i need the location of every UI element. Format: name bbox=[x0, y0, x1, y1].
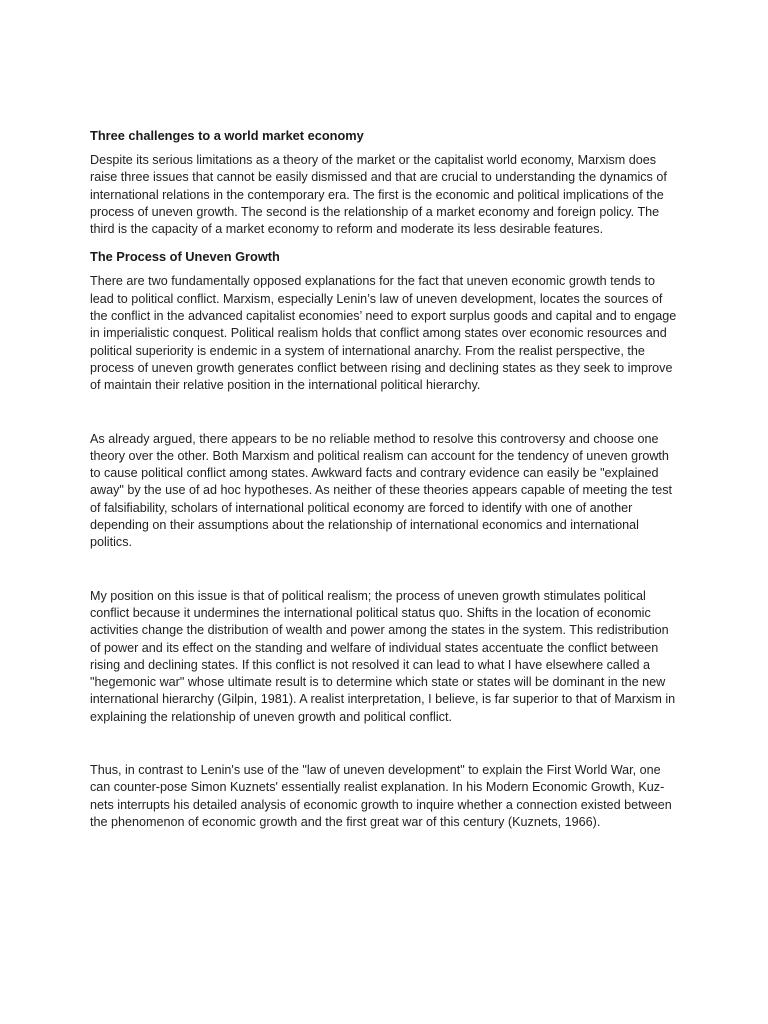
section-heading-uneven-growth: The Process of Uneven Growth bbox=[90, 249, 280, 265]
paragraph-three-challenges-intro: Despite its serious limitations as a theory of the market or the capitalist world economy, Marxism does raise three issues that cannot be easily dismissed and that are crucial to understanding the dynamics of international relations in the contemporary era. The first is the economic and political implications of the process of uneven growth. The second is the relationship of a market economy and foreign policy. The third is the capacity of a market economy to reform and moderate its less desirable features. bbox=[90, 153, 667, 237]
paragraph-realist-position: My position on this issue is that of political realism; the process of uneven growth stimulates political conflict because it undermines the international political status quo. Shifts in the location of economic activities change the distribution of wealth and power among the states in the system. This redistribution of power and its effect on the standing and welfare of individual states accentuate the conflict between rising and declining states. If this conflict is not resolved it can lead to what I have elsewhere called a "hegemonic war" whose ultimate result is to determine which state or states will be dominant in the new international hierarchy (Gilpin, 1981). A realist interpretation, I believe, is far superior to that of Marxism in explaining the relationship of uneven growth and political conflict. bbox=[90, 588, 676, 724]
paragraph-opposed-explanations: There are two fundamentally opposed explanations for the fact that uneven economic growth tends to lead to political conflict. Marxism, especially Lenin’s law of uneven development, locates the sources of the conflict in the advanced capitalist economies’ need to export surplus goods and capital and to engage in imperialistic conquest. Political realism holds that conflict among states over economic resources and political superiority is endemic in a system of international anarchy. From the realist perspective, the process of uneven growth generates conflict between rising and declining states as they seek to improve of maintain their relative position in the international political hierarchy. bbox=[90, 274, 677, 393]
paragraph-kuznets: Thus, in contrast to Lenin's use of the "law of uneven development" to explain the First World War, one can counter-pose Simon Kuznets' essentially realist explanation. In his Modern Economic Growth, Kuz-nets interrupts his detailed analysis of economic growth to inquire whether a connection existed between the phenomenon of economic growth and the first great war of this century (Kuznets, 1966). bbox=[90, 763, 672, 829]
section-heading-three-challenges: Three challenges to a world market economy bbox=[90, 128, 364, 143]
paragraph-controversy: As already argued, there appears to be no reliable method to resolve this controversy and choose one theory over the other. Both Marxism and political realism can account for the tendency of uneven growth to cause political conflict among states. Awkward facts and contrary evidence can easily be "explained away" by the use of ad hoc hypotheses. As neither of these theories appears capable of meeting the test of falsifiability, scholars of international political economy are forced to identify with one of another depending on their assumptions about the relationship of international economics and international politics. bbox=[90, 431, 673, 550]
document-body bbox=[90, 127, 680, 831]
